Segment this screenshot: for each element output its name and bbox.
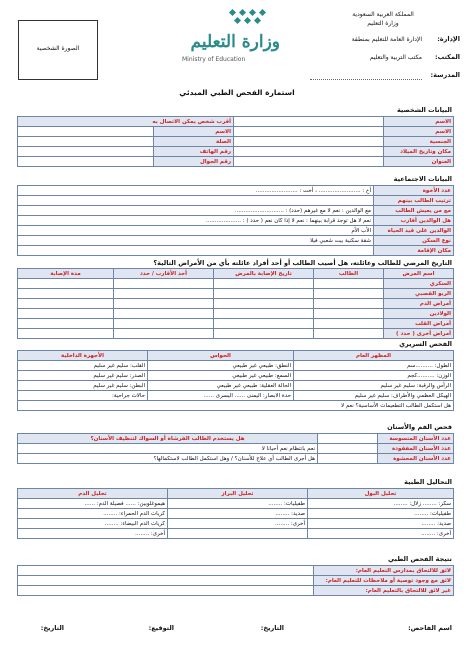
history-cell[interactable] — [214, 279, 314, 289]
personal-value[interactable] — [234, 117, 384, 127]
history-cell[interactable] — [18, 329, 114, 339]
history-table — [17, 268, 454, 339]
history-cell[interactable] — [114, 319, 214, 329]
history-cell[interactable] — [114, 299, 214, 309]
photo-label: الصورة الشخصية — [36, 45, 80, 52]
dental-value[interactable] — [318, 444, 378, 454]
labs-urine[interactable]: طفيليات: ........ — [308, 509, 454, 519]
clinical-internal[interactable]: الصدر: سليم غير سليم — [18, 371, 148, 381]
result-label: لائق مع وجود توصية أو ملاحظات للتعليم العام: — [314, 576, 454, 586]
personal-label: الاسم — [384, 117, 454, 127]
personal-label: الجنسية — [384, 137, 454, 147]
clinical-col: الأجهزة الداخلية — [18, 351, 148, 361]
labs-blood[interactable]: كريات الدم الحمراء: ........ — [18, 509, 168, 519]
disease-label: الربو القصبي — [384, 289, 454, 299]
contact-heading: أقرب شخص يمكن الاتصال به — [17, 117, 233, 127]
labs-heading: التحاليل الطبية — [404, 478, 452, 486]
labs-blood[interactable]: أخرى: ........ — [18, 529, 168, 539]
labs-col: تحليل البول — [308, 489, 454, 499]
social-label: مع من يعيش الطالب — [374, 206, 454, 216]
history-cell[interactable] — [114, 329, 214, 339]
history-cell[interactable] — [114, 289, 214, 299]
personal-label: مكان وتاريخ الميلاد — [384, 147, 454, 157]
history-cell[interactable] — [314, 309, 384, 319]
vaccination-row[interactable]: هل استكمل الطالب التطعيمات الأساسية؟ نعم لا — [18, 401, 454, 411]
labs-urine[interactable]: سكر: ........ زلال: ........ — [308, 499, 454, 509]
labs-blood[interactable]: هيموغلوبين: ...... فصيلة الدم: ...... — [18, 499, 168, 509]
clinical-col: المظهر العام — [294, 351, 454, 361]
labs-stool[interactable]: طفيليات: ........ — [168, 499, 308, 509]
personal-table — [17, 116, 454, 167]
result-value[interactable] — [18, 586, 314, 596]
treatment-question[interactable]: هل أجرى الطالب أي علاج للأسنان؟ / وهل استكمل الطالب لاستكمالها؟ — [18, 454, 318, 464]
dental-label: عدد الأسنان المحشوة — [378, 454, 454, 464]
history-col: مدة الإصابة — [18, 269, 114, 279]
history-col: أحد الأقارب / حدد — [114, 269, 214, 279]
country-name: المملكة العربية السعودية — [352, 11, 414, 18]
office-value: مكتب التربية والتعليم — [369, 53, 422, 61]
dental-value[interactable] — [318, 454, 378, 464]
social-value[interactable]: شقة سكنية بيت شعبي فيلا — [18, 236, 374, 246]
logo-mark-icon — [228, 8, 274, 28]
clinical-col: الحواس — [148, 351, 294, 361]
history-col: تاريخ الإصابة بالمرض — [214, 269, 314, 279]
logo-arabic: وزارة التعليم — [190, 32, 280, 52]
contact-label: رقم الجوال — [154, 157, 234, 167]
clinical-senses[interactable]: النطق: طبيعي غير طبيعي — [148, 361, 294, 371]
disease-label: السكري — [384, 279, 454, 289]
ministry-logo — [170, 18, 280, 74]
clinical-heading: الفحص السريري — [399, 340, 452, 348]
contact-value[interactable] — [17, 147, 153, 157]
clinical-general[interactable]: الوزن: ..........كجم — [294, 371, 454, 381]
labs-blood[interactable]: كريات الدم البيضاء: ........ — [18, 519, 168, 529]
history-cell[interactable] — [214, 289, 314, 299]
brushing-question: هل يستخدم الطالب الفرشاة أو السواك لتنظيف الأسنان؟ — [18, 434, 318, 444]
contact-value[interactable] — [17, 137, 153, 147]
history-cell[interactable] — [214, 299, 314, 309]
admin-field — [310, 30, 460, 48]
personal-value[interactable] — [234, 147, 384, 157]
history-cell[interactable] — [114, 279, 214, 289]
history-col: اسم المرض — [384, 269, 454, 279]
history-col: الطالب — [314, 269, 384, 279]
social-value[interactable]: الأب الأم — [18, 226, 374, 236]
history-cell[interactable] — [18, 299, 114, 309]
social-label: ترتيب الطالب بينهم — [374, 196, 454, 206]
social-heading: البيانات الاجتماعية — [393, 175, 452, 183]
header-ministry-block — [308, 10, 458, 28]
ministry-name: وزارة التعليم — [367, 20, 399, 27]
contact-label: رقم الهاتف — [154, 147, 234, 157]
admin-value: الإدارة العامة للتعليم بمنطقة — [351, 35, 422, 43]
examiner-label: اسم الفاحص: — [408, 624, 452, 632]
dental-table — [17, 433, 454, 464]
social-table — [17, 185, 454, 256]
clinical-internal[interactable]: البطن: سليم غير سليم — [18, 381, 148, 391]
logo-english: Ministry of Education — [182, 56, 246, 63]
personal-label: الاسم — [384, 127, 454, 137]
school-label: المدرسة: — [430, 71, 460, 79]
dental-value[interactable] — [318, 434, 378, 444]
personal-value[interactable] — [234, 157, 384, 167]
result-table — [17, 565, 454, 596]
labs-stool[interactable]: صديد: ........ — [168, 509, 308, 519]
history-cell[interactable] — [314, 299, 384, 309]
office-label: المكتب: — [435, 53, 460, 61]
social-value[interactable]: نعم لا هل توجد قرابة بينهما : نعم لا إذا كان نعم ( حدد ) : .................... — [18, 216, 374, 226]
social-value[interactable]: مع الوالدين : نعم لا مع غيرهم (حدد) : ............................ — [18, 206, 374, 216]
date-label: التاريخ: — [260, 624, 284, 632]
history-cell[interactable] — [114, 309, 214, 319]
labs-stool[interactable] — [168, 529, 308, 539]
contact-value[interactable] — [17, 157, 153, 167]
history-cell[interactable] — [314, 319, 384, 329]
personal-label: العنوان — [384, 157, 454, 167]
clinical-general[interactable]: الهيكل العظمي والأطراف: سليم غير سليم — [294, 391, 454, 401]
clinical-internal[interactable]: القلب: سليم غير سليم — [18, 361, 148, 371]
labs-col: تحليل الدم — [18, 489, 168, 499]
labs-stool[interactable]: أخرى: ........ — [168, 519, 308, 529]
result-value[interactable] — [18, 566, 314, 576]
personal-value[interactable] — [234, 137, 384, 147]
labs-table — [17, 488, 454, 539]
history-cell[interactable] — [18, 309, 114, 319]
header-fields — [310, 30, 460, 84]
admin-label: الإدارة: — [437, 35, 460, 43]
social-value[interactable]: أخ : ........................ ، أخت : ........................ — [18, 186, 374, 196]
personal-heading: البيانات الشخصية — [396, 106, 452, 114]
social-label: عدد الأخوة — [374, 186, 454, 196]
school-field — [310, 66, 460, 84]
clinical-general[interactable]: الرأس والرقبة: سليم غير سليم — [294, 381, 454, 391]
social-label: نوع السكن — [374, 236, 454, 246]
office-field — [310, 48, 460, 66]
disease-label: أمراض أخرى ( حدد ) — [384, 329, 454, 339]
dental-label: عدد الأسنان المتسوسة — [378, 434, 454, 444]
history-cell[interactable] — [214, 329, 314, 339]
history-cell[interactable] — [214, 309, 314, 319]
social-value[interactable] — [18, 246, 374, 256]
photo-box — [18, 20, 98, 80]
result-heading: نتيجة الفحص الطبي — [387, 555, 452, 563]
history-cell[interactable] — [214, 319, 314, 329]
history-cell[interactable] — [314, 329, 384, 339]
history-cell[interactable] — [18, 279, 114, 289]
history-cell[interactable] — [18, 289, 114, 299]
clinical-general[interactable]: الطول: ..........سم — [294, 361, 454, 371]
clinical-table — [17, 350, 454, 411]
result-label: لائق للالتحاق بمدارس التعليم العام: — [314, 566, 454, 576]
date-label-2: التاريخ: — [40, 624, 64, 632]
contact-value[interactable] — [17, 127, 153, 137]
history-cell[interactable] — [314, 289, 384, 299]
social-label: هل الوالدين أقارب — [374, 216, 454, 226]
social-label: الوالدين على قيد الحياة — [374, 226, 454, 236]
personal-value[interactable] — [234, 127, 384, 137]
form-title: استمارة الفحص الطبي المبدئي — [179, 88, 295, 97]
history-cell[interactable] — [314, 279, 384, 289]
dental-heading: فحص الفم والأسنان — [387, 423, 452, 431]
dental-label: عدد الأسنان المفقودة — [378, 444, 454, 454]
brushing-answer[interactable]: نعم بانتظام نعم أحيانا لا — [18, 444, 318, 454]
labs-col: تحليل البراز — [168, 489, 308, 499]
clinical-senses[interactable]: الحالة العقلية: طبيعي غير طبيعي — [148, 381, 294, 391]
clinical-senses[interactable]: حدة الابصار: اليمنى ...... اليسرى ...... — [148, 391, 294, 401]
clinical-internal[interactable]: حالات جراحية: — [18, 391, 148, 401]
history-heading: التاريخ المرضي للطالب وعائلته، هل أصيب الطالب أو أحد أفراد عائلته بأي من الأمراض التالية؟ — [153, 259, 452, 267]
signature-label: التوقيع: — [148, 624, 174, 632]
contact-label: الاسم — [154, 127, 234, 137]
labs-urine[interactable]: صديد: ........ — [308, 519, 454, 529]
disease-label: أمراض الدم — [384, 299, 454, 309]
labs-urine[interactable]: أخرى: ........ — [308, 529, 454, 539]
result-value[interactable] — [18, 576, 314, 586]
disease-label: أمراض القلب — [384, 319, 454, 329]
clinical-senses[interactable]: السمع: طبيعي غير طبيعي — [148, 371, 294, 381]
result-label: غير لائق للالتحاق بالتعليم العام: — [314, 586, 454, 596]
school-value-line[interactable] — [310, 70, 422, 80]
social-value[interactable] — [18, 196, 374, 206]
history-cell[interactable] — [18, 319, 114, 329]
disease-label: الولادين — [384, 309, 454, 319]
contact-label: الصلة — [154, 137, 234, 147]
social-label: مكان الإقامة — [374, 246, 454, 256]
